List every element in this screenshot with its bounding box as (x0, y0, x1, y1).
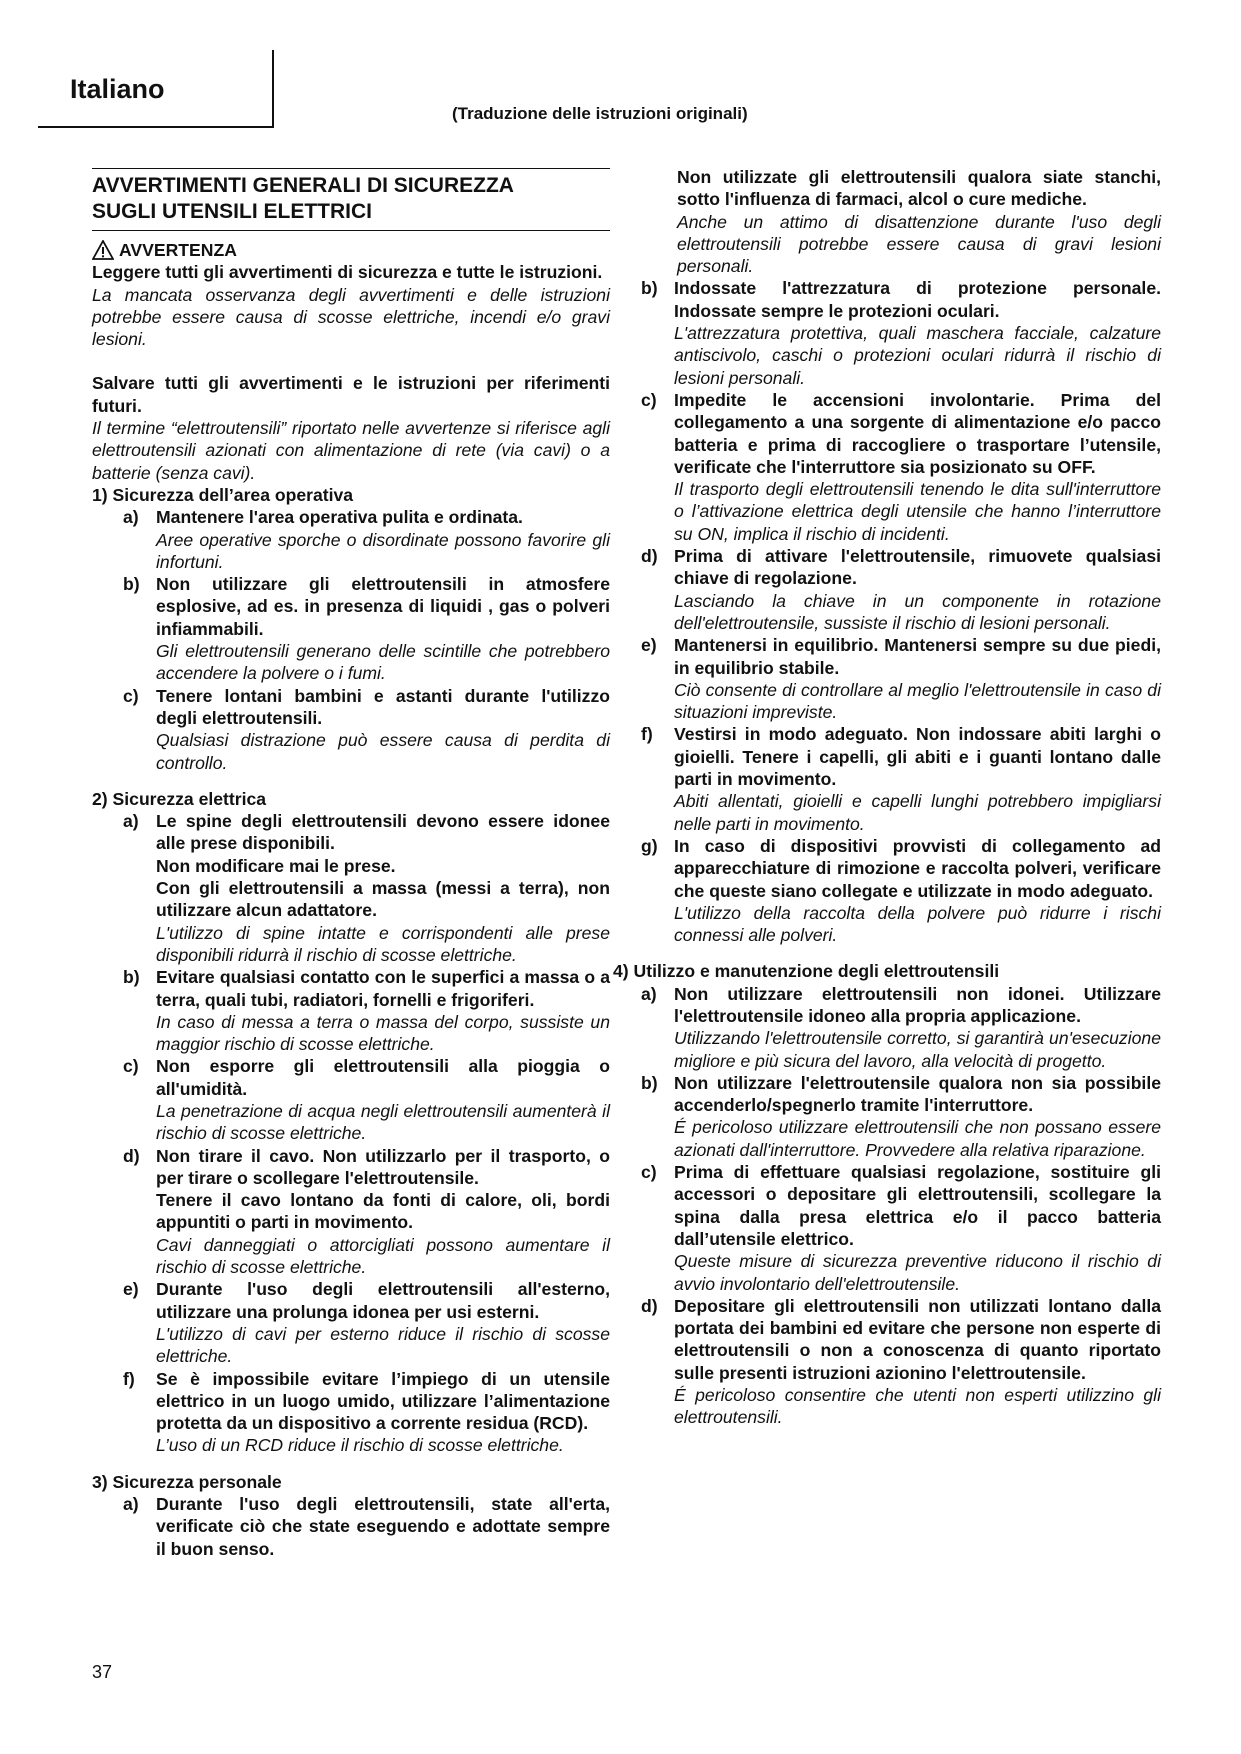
list-item: g) In caso di dispositivi provvisti di collegamento ad apparecchiature di rimozione e raccolta polveri, verificare che queste siano collegate e utilizzate in modo adeguato. L'utilizzo della raccolta della polvere può ridurre i rischi connessi alle polveri. (641, 835, 1161, 946)
list-item: e) Mantenersi in equilibrio. Mantenersi sempre su due piedi, in equilibrio stabile. Ciò consente di controllare al meglio l'elettroutensile in caso di situazioni impreviste. (641, 635, 1161, 723)
section-2 (123, 810, 610, 1457)
list-item: a) Non utilizzare elettroutensili non idonei. Utilizzare l'elettroutensile idoneo alla propria applicazione. Utilizzando l'elettroutensile corretto, si garantirà un'esecuzione migliore e più sicura del lavoro, alla velocità di progetto. (641, 983, 1161, 1071)
list-item: b) Non utilizzare l'elettroutensile qualora non sia possibile accenderlo/spegnerlo tramite l'interruttore. É pericoloso utilizzare elettroutensili che non possano essere azionati dall'interruttore. Provvedere alla relativa riparazione. (641, 1072, 1161, 1160)
list-item: c) Impedite le accensioni involontarie. Prima del collegamento a una sorgente di alimentazione e/o pacco batteria e prima di raccogliere o trasportare l’utensile, verificate che l'interruttore sia posizionato su OFF. Il trasporto degli elettroutensili tenendo le dita sull'interruttore o l’attivazione elettrica degli utensile che hanno l’interruttore su ON, implica il rischio di incidenti. (641, 389, 1161, 544)
list-item: a) Le spine degli elettroutensili devono essere idonee alle prese disponibili. Non modificare mai le prese. Con gli elettroutensili a massa (messi a terra), non utilizzare alcun adattatore. L'utilizzo di spine intatte e corrispondenti alle prese disponibili ridurrà il rischio di scosse elettriche. (123, 811, 610, 965)
list-item: f) Vestirsi in modo adeguato. Non indossare abiti larghi o gioielli. Tenere i capelli, gli abiti e i guanti lontano dalle parti in movimento. Abiti allentati, gioielli e capelli lunghi potrebbero impigliarsi nelle parti in movimento. (641, 724, 1161, 834)
list-item: d) Depositare gli elettroutensili non utilizzati lontano dalla portata dei bambini ed evitare che persone non esperte di elettroutensili o non a conoscenza di quanto riportato sulle presenti istruzioni azionino l'elettroutensile. É pericoloso consentire che utenti non esperti utilizzino gli elettroutensili. (641, 1295, 1161, 1428)
section-1-title: 1) Sicurezza dell’area operativa (92, 484, 354, 505)
intro-italic: La mancata osservanza degli avvertimenti e delle istruzioni potrebbe essere causa di scosse elettriche, incendi e/o gravi lesioni. (92, 284, 610, 350)
list-item: e) Durante l'uso degli elettroutensili all'esterno, utilizzare una prolunga idonea per usi esterni. L'utilizzo di cavi per esterno riduce il rischio di scosse elettriche. (123, 1279, 610, 1367)
list-item: c) Prima di effettuare qualsiasi regolazione, sostituire gli accessori o depositare gli elettroutensili, scollegare la spina dalla presa elettrica e/o il pacco batteria dall’utensile elettrico. Queste misure di sicurezza preventive riducono il rischio di avvio involontario dell'elettroutensile. (641, 1162, 1161, 1294)
section-heading: AVVERTIMENTI GENERALI DI SICUREZZA SUGLI UTENSILI ELETTRICI (92, 168, 610, 231)
list-item: a) Durante l'uso degli elettroutensili, state all'erta, verificate ciò che state eseguendo e adottate sempre il buon senso. (123, 1494, 610, 1559)
intro-bold: Leggere tutti gli avvertimenti di sicurezza e tutte le istruzioni. (92, 262, 603, 283)
term-definition: Il termine “elettroutensili” riportato nelle avvertenze si riferisce agli elettroutensili azionati con alimentazione di rete (via cavi) o a batterie (senza cavi). (92, 418, 610, 483)
list-item: b) Evitare qualsiasi contatto con le superfici a massa o a terra, quali tubi, radiatori, fornelli e frigoriferi. In caso di messa a terra o massa del corpo, sussiste un maggior rischio di scosse elettriche. (123, 967, 610, 1055)
list-item: f) Se è impossibile evitare l’impiego di un utensile elettrico in un luogo umido, utilizzare l’alimentazione protetta da un dispositivo a corrente residua (RCD). L’uso di un RCD riduce il rischio di scosse elettriche. (123, 1368, 610, 1456)
list-item: c) Tenere lontani bambini e astanti durante l'utilizzo degli elettroutensili. Qualsiasi distrazione può essere causa di perdita di controllo. (123, 685, 610, 773)
translation-note: (Traduzione delle istruzioni originali) (452, 104, 748, 123)
section-3-continued: Non utilizzate gli elettroutensili qualora siate stanchi, sotto l'influenza di farmaci, alcol o cure mediche. Anche un attimo di disattenzione durante l'uso degli elettroutensili potrebbe essere causa di gravi lesioni personali. (677, 167, 1161, 277)
list-item: d) Non tirare il cavo. Non utilizzarlo per il trasporto, o per tirare o scollegare l'elettroutensile. Tenere il cavo lontano da fonti di calore, oli, bordi appuntiti o parti in movimento. Cavi danneggiati o attorcigliati possono aumentare il rischio di scosse elettriche. (123, 1145, 610, 1278)
section-3 (123, 1493, 610, 1560)
section-3-title: 3) Sicurezza personale (92, 1471, 282, 1492)
page-number: 37 (92, 1662, 113, 1682)
list-item: a) Mantenere l'area operativa pulita e ordinata. Aree operative sporche o disordinate possono favorire gli infortuni. (123, 507, 610, 572)
section-2-title: 2) Sicurezza elettrica (92, 788, 267, 809)
list-item: b) Indossate l'attrezzatura di protezione personale. Indossate sempre le protezioni oculari. L'attrezzatura protettiva, quali maschera facciale, calzature antiscivolo, caschi o protezioni oculari ridurrà il rischio di lesioni personali. (641, 278, 1161, 388)
list-item: c) Non esporre gli elettroutensili alla pioggia o all'umidità. La penetrazione di acqua negli elettroutensili aumenterà il rischio di scosse elettriche. (123, 1056, 610, 1144)
left-column (92, 168, 610, 1560)
language-label: Italiano (70, 74, 165, 104)
section-1 (123, 506, 610, 774)
section-4-title: 4) Utilizzo e manutenzione degli elettroutensili (613, 961, 1000, 982)
warning-triangle-icon (92, 240, 114, 260)
warning-label: AVVERTENZA (92, 239, 610, 261)
save-instructions: Salvare tutti gli avvertimenti e le istruzioni per riferimenti futuri. (92, 373, 610, 416)
right-column (613, 166, 1161, 1429)
list-item: d) Prima di attivare l'elettroutensile, rimuovete qualsiasi chiave di regolazione. Lasciando la chiave in un componente in rotazione dell'elettroutensile, sussiste il rischio di lesioni personali. (641, 546, 1161, 633)
list-item: b) Non utilizzare gli elettroutensili in atmosfere esplosive, ad es. in presenza di liquidi , gas o polveri infiammabili. Gli elettroutensili generano delle scintille che potrebbero accendere la polvere o i fumi. (123, 574, 610, 684)
